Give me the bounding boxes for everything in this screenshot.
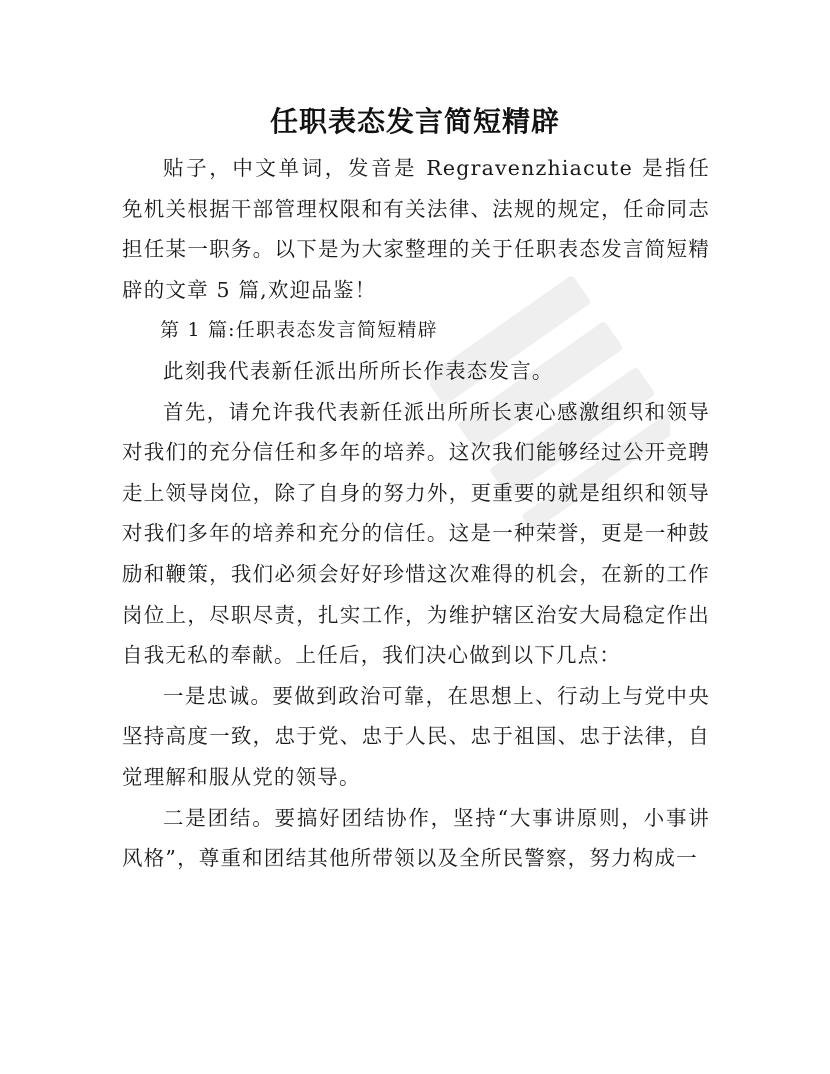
section-heading: 第 1 篇:任职表态发言简短精辟	[160, 319, 438, 342]
body-paragraph: 此刻我代表新任派出所所长作表态发言。	[163, 358, 554, 383]
body-paragraph: 首先，请允许我代表新任派出所所长衷心感激组织和领导对我们的充分信任和多年的培养。这次我们能够经过公开竞聘走上领导岗位，除了自身的努力外，更重要的就是组织和领导对我们多年的培养和充分的信任。这是一种荣誉，更是一种鼓励和鞭策，我们必须会好好珍惜这次难得的机会，在新的工作岗位上，尽职尽责，扎实工作，为维护辖区治安大局稳定作出自我无私的奉献。上任后，我们决心做到以下几点：	[122, 399, 710, 668]
body-paragraph: 一是忠诚。要做到政治可靠，在思想上、行动上与党中央坚持高度一致，忠于党、忠于人民、忠于祖国、忠于法律，自觉理解和服从党的领导。	[122, 683, 710, 789]
document-title: 任职表态发言简短精辟	[269, 105, 560, 138]
intro-paragraph: 贴子，中文单词，发音是 Regravenzhiacute 是指任免机关根据干部管理权限和有关法律、法规的规定，任命同志担任某一职务。以下是为大家整理的关于任职表态发言简短精辟的文章 5 篇,欢迎品鉴！	[122, 156, 710, 302]
body-paragraph: 二是团结。要搞好团结协作，坚持“大事讲原则，小事讲风格”，尊重和团结其他所带领以及全所民警察，努力构成一	[122, 805, 710, 871]
document-body	[122, 148, 710, 879]
